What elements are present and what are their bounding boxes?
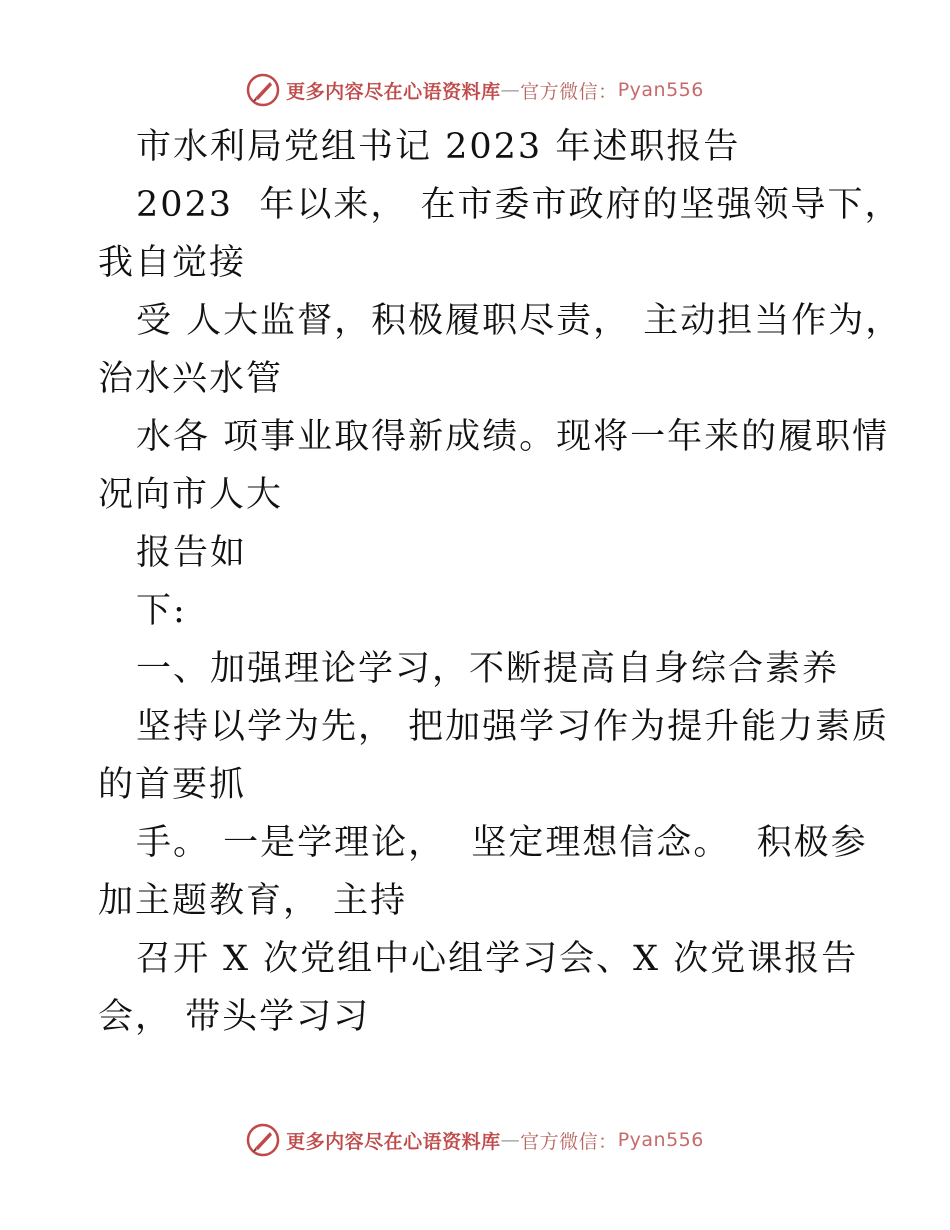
text-line: 我自觉接	[98, 243, 247, 283]
section-heading: 一、加强理论学习，不断提高自身综合素养	[136, 649, 840, 689]
text-line: 报告如	[136, 533, 248, 573]
document-body	[98, 118, 903, 1046]
watermark-main-text: 更多内容尽在心语资料库	[286, 80, 501, 103]
text-line: 受 人大监督，积极履职尽责， 主动担当作为，	[136, 301, 903, 341]
text-line: 水各 项事业取得新成绩。现将一年来的履职情	[136, 417, 890, 457]
watermark-separator: —	[500, 79, 521, 101]
text-line: 况向市人大	[98, 475, 284, 515]
watermark-separator: —	[500, 1129, 521, 1151]
watermark-wechat-id: Pyan556	[617, 79, 704, 101]
text-line: 坚持以学为先， 把加强学习作为提升能力素质	[136, 707, 890, 747]
watermark-wechat-label: 官方微信：	[520, 80, 618, 103]
watermark-main-text: 更多内容尽在心语资料库	[286, 1130, 501, 1153]
text-line: 2023 年以来， 在市委市政府的坚强领导下，	[136, 185, 902, 225]
text-line: 加主题教育， 主持	[98, 881, 408, 921]
document-title: 市水利局党组书记 2023 年述职报告	[136, 127, 741, 167]
watermark-header	[0, 70, 950, 110]
text-line: 会， 带头学习习	[98, 997, 371, 1037]
watermark-wechat-id: Pyan556	[617, 1129, 704, 1151]
text-line: 的首要抓	[98, 765, 247, 805]
text-line: 召开 X 次党组中心组学习会、X 次党课报告	[136, 939, 859, 979]
text-line: 治水兴水管	[98, 359, 284, 399]
text-line: 下:	[136, 591, 187, 631]
watermark-wechat-label: 官方微信：	[520, 1130, 618, 1153]
watermark-footer	[0, 1120, 950, 1160]
quill-logo-icon	[246, 1123, 280, 1157]
quill-logo-icon	[246, 73, 280, 107]
text-line: 手。 一是学理论， 坚定理想信念。 积极参	[136, 823, 868, 863]
